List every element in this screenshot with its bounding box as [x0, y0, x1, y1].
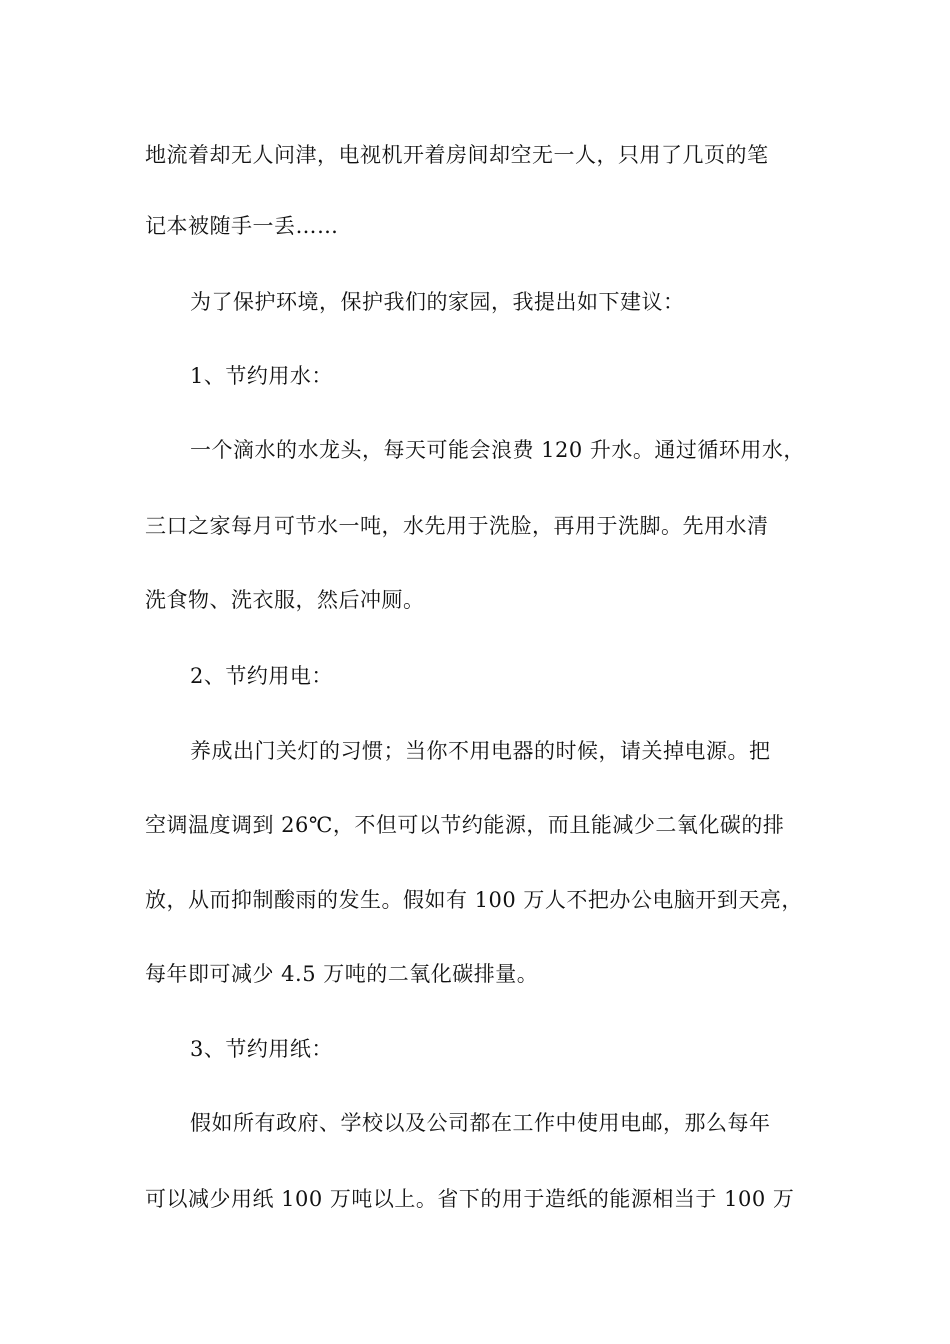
- paragraph-line: 可以减少用纸 100 万吨以上。省下的用于造纸的能源相当于 100 万: [145, 1187, 795, 1211]
- section-heading-water: 1、节约用水：: [190, 364, 333, 388]
- paragraph-line: 三口之家每月可节水一吨，水先用于洗脸，再用于洗脚。先用水清: [145, 514, 769, 538]
- paragraph-line: 记本被随手一丢……: [145, 214, 339, 238]
- paragraph-line: 每年即可减少 4.5 万吨的二氧化碳排量。: [145, 962, 539, 986]
- paragraph-line: 放，从而抑制酸雨的发生。假如有 100 万人不把办公电脑开到天亮，: [145, 888, 803, 912]
- paragraph-line: 空调温度调到 26℃，不但可以节约能源，而且能减少二氧化碳的排: [145, 813, 785, 837]
- section-heading-electricity: 2、节约用电：: [190, 664, 333, 688]
- section-heading-paper: 3、节约用纸：: [190, 1037, 333, 1061]
- paragraph-line: 为了保护环境，保护我们的家园，我提出如下建议：: [190, 290, 685, 314]
- paragraph-line: 地流着却无人问津，电视机开着房间却空无一人，只用了几页的笔: [145, 143, 769, 167]
- paragraph-line: 洗食物、洗衣服，然后冲厕。: [145, 588, 425, 612]
- paragraph-line: 假如所有政府、学校以及公司都在工作中使用电邮，那么每年: [190, 1111, 771, 1135]
- paragraph-line: 一个滴水的水龙头，每天可能会浪费 120 升水。通过循环用水，: [190, 438, 805, 462]
- paragraph-line: 养成出门关灯的习惯；当你不用电器的时候，请关掉电源。把: [190, 739, 771, 763]
